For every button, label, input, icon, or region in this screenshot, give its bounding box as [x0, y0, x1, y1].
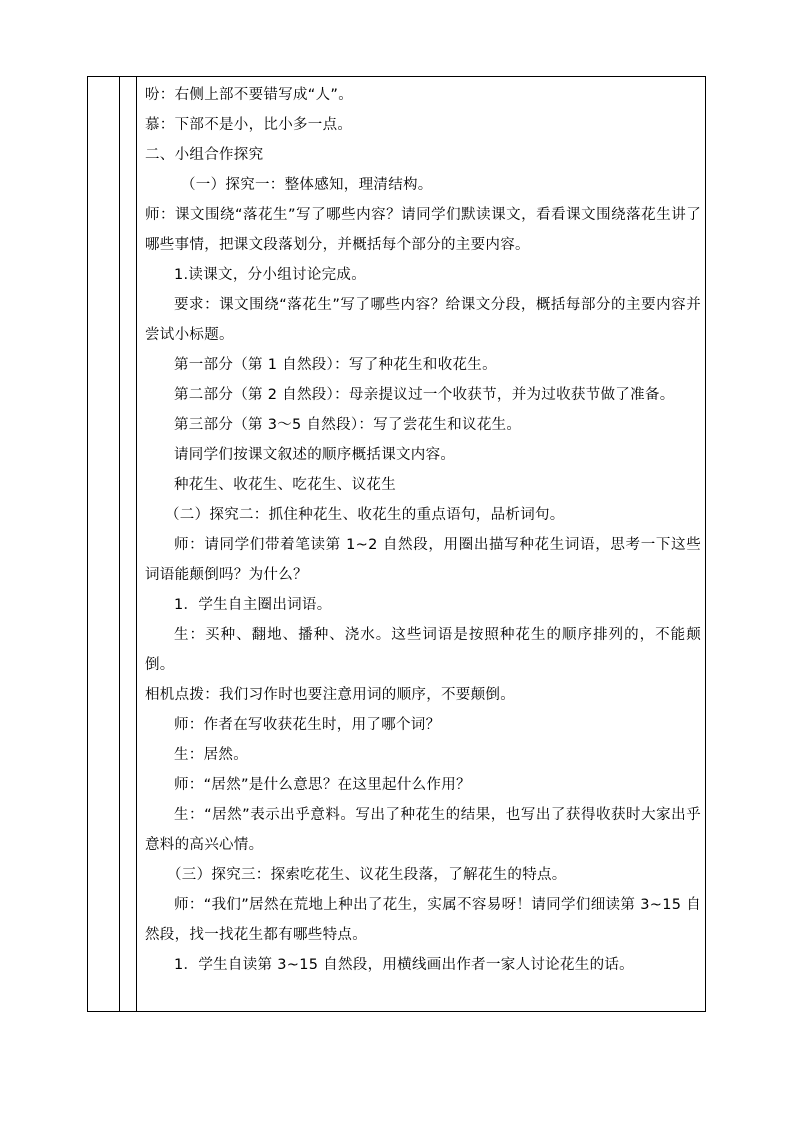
- table-column-divider: [136, 76, 137, 1012]
- paragraph: 师：课文围绕“落花生”写了哪些内容？请同学们默读课文，看看课文围绕落花生讲了哪些事情，把课文段落划分，并概括每个部分的主要内容。: [145, 207, 701, 253]
- paragraph: 生：居然。: [174, 747, 248, 763]
- section-heading: 二、小组合作探究: [145, 147, 264, 163]
- table-column-divider: [119, 76, 120, 1012]
- paragraph: 生：买种、翻地、播种、浇水。这些词语是按照种花生的顺序排列的，不能颠倒。: [145, 627, 701, 673]
- paragraph: 请同学们按课文叙述的顺序概括课文内容。: [174, 447, 456, 463]
- paragraph: 1.读课文，分小组讨论完成。: [174, 267, 367, 283]
- paragraph: 师：“居然”是什么意思？在这里起什么作用？: [174, 777, 471, 793]
- paragraph: 要求：课文围绕“落花生”写了哪些内容？给课文分段，概括每部分的主要内容并尝试小标题。: [145, 297, 701, 343]
- paragraph: 1．学生自读第 3~15 自然段，用横线画出作者一家人讨论花生的话。: [174, 957, 634, 973]
- subsection-heading: （一）探究一：整体感知，理清结构。: [181, 177, 433, 193]
- paragraph: 生：“居然”表示出乎意料。写出了种花生的结果，也写出了获得收获时大家出乎意料的高兴心情。: [145, 807, 701, 853]
- paragraph: 第三部分（第 3～5 自然段）：写了尝花生和议花生。: [174, 417, 522, 433]
- paragraph: 吩：右侧上部不要错写成“人”。: [145, 87, 354, 103]
- paragraph: 师：作者在写收获花生时，用了哪个词？: [174, 717, 441, 733]
- paragraph: 第一部分（第 1 自然段）：写了种花生和收花生。: [174, 357, 497, 373]
- paragraph: 种花生、收花生、吃花生、议花生: [174, 477, 396, 493]
- paragraph: 1．学生自主圈出词语。: [174, 597, 332, 613]
- subsection-heading: （二）探究二：抓住种花生、收花生的重点语句，品析词句。: [165, 507, 565, 523]
- paragraph: 慕：下部不是小，比小多一点。: [145, 117, 353, 133]
- paragraph: 第二部分（第 2 自然段）：母亲提议过一个收获节，并为过收获节做了准备。: [174, 387, 675, 403]
- lesson-content-cell: [145, 80, 701, 980]
- paragraph: 师：请同学们带着笔读第 1~2 自然段，用圈出描写种花生词语，思考一下这些词语能颠倒吗？为什么？: [145, 537, 701, 583]
- subsection-heading: （三）探究三：探索吃花生、议花生段落，了解花生的特点。: [167, 867, 567, 883]
- paragraph: 师：“我们”居然在荒地上种出了花生，实属不容易呀！请同学们细读第 3~15 自然段，找一找花生都有哪些特点。: [145, 897, 701, 943]
- paragraph: 相机点拨：我们习作时也要注意用词的顺序，不要颠倒。: [145, 687, 515, 703]
